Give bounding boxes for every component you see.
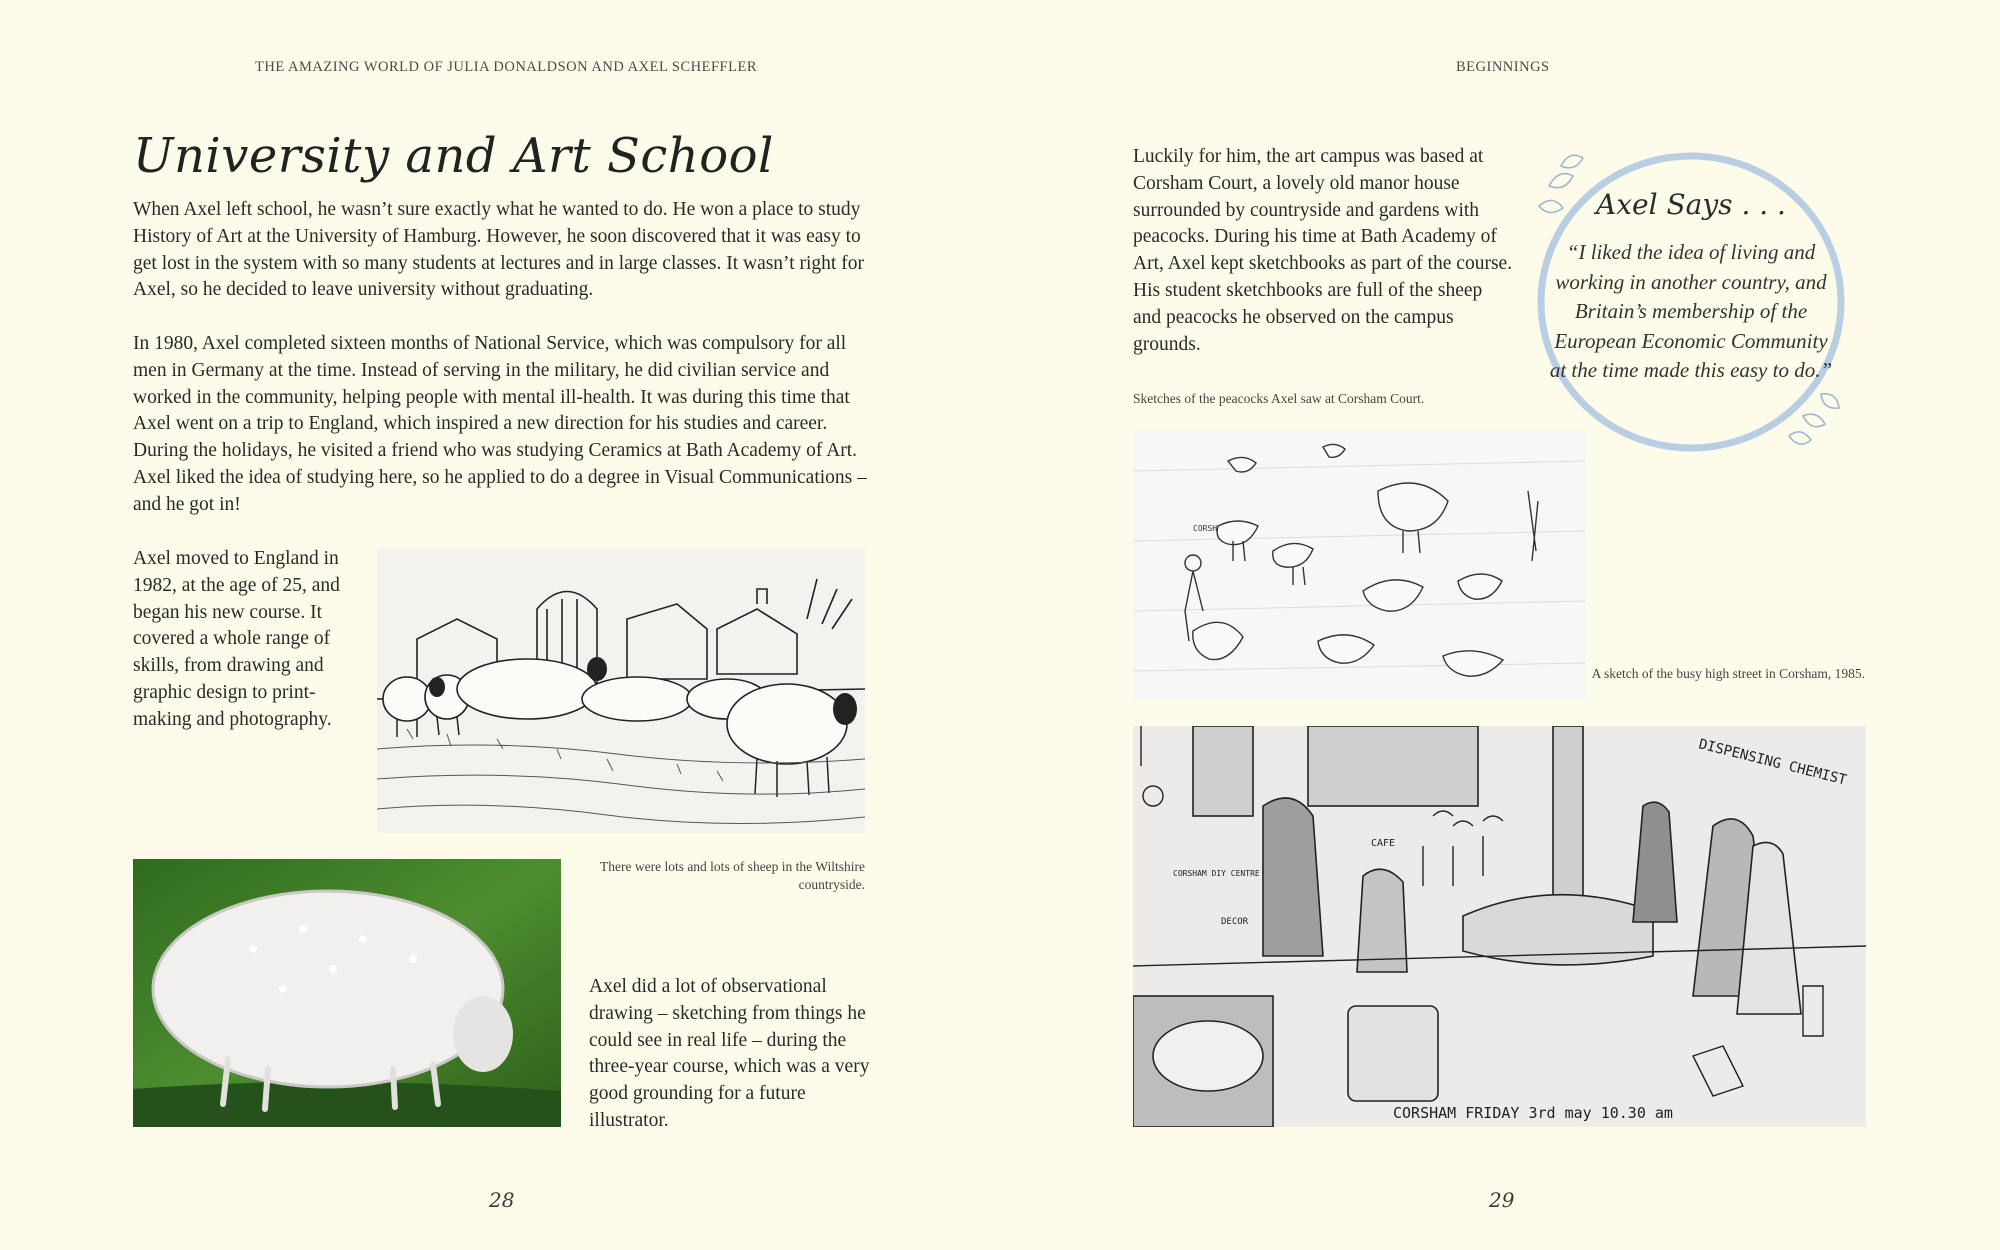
sketch-label-decor: DECOR xyxy=(1221,917,1249,927)
paragraph-national-service: In 1980, Axel completed sixteen months of National Service, which was compulsory for all men in Germany at the time. Instead of serving in the military, he did civilian service and worked in the community, helping people with mental ill-health. It was during this time that Axel went on a trip to England, which inspired a new direction for his studies and career. During the holidays, he visited a friend who was studying Ceramics at Bath Academy of Art. Axel liked the idea of studying here, so he applied to do a degree in Visual Communications – and he got in! xyxy=(133,333,867,515)
sketch-label-date: CORSHAM FRIDAY 3rd may 10.30 am xyxy=(1393,1104,1673,1122)
sketch-label-corsham: CORSH xyxy=(1193,524,1218,533)
page-heading: University and Art School xyxy=(133,128,774,184)
page-number: 28 xyxy=(489,1188,515,1212)
paragraph-observational-drawing: Axel did a lot of observational drawing – sketching from things he could see in real life – during the three-year course, which was a very good grounding for a future illustrator. xyxy=(589,976,870,1131)
quote-text: “I liked the idea of living and working in another country, and Britain’s membership of the European Economic Community at the time made this easy to do.” xyxy=(1549,240,1833,383)
sheep-painting xyxy=(133,859,561,1127)
paragraph-school: When Axel left school, he wasn’t sure exactly what he wanted to do. He won a place to study History of Art at the University of Hamburg. However, he soon discovered that it was easy to get lost in the system with so many students at lectures and in large classes. It wasn’t right for Axel, so he decided to leave university without graduating. xyxy=(133,199,864,301)
running-head: BEGINNINGS xyxy=(1456,59,1550,75)
sketch-label-cafe: CAFE xyxy=(1371,838,1396,849)
paragraph-corsham-court: Luckily for him, the art campus was based at Corsham Court, a lovely old manor house surrounded by countryside and gardens with peacocks. During his time at Bath Academy of Art, Axel kept sketchbooks as part of the course. His student sketchbooks are full of the sheep and peacocks he observed on the campus grounds. xyxy=(1133,146,1513,355)
right-page xyxy=(1000,0,2000,1250)
paragraph-move-england: Axel moved to England in 1982, at the age of 25, and began his new course. It covered a whole range of skills, from drawing and graphic design to print-making and photography. xyxy=(133,548,340,730)
caption-peacocks: Sketches of the peacocks Axel saw at Corsham Court. xyxy=(1133,391,1425,406)
axel-says-quote-box xyxy=(1531,146,1851,458)
high-street-sketch xyxy=(1133,726,1866,1127)
quote-title: Axel Says . . . xyxy=(1596,188,1786,221)
farm-sheep-sketch xyxy=(377,549,865,833)
caption-high-street: A sketch of the busy high street in Corsham, 1985. xyxy=(1591,666,1865,681)
running-head: THE AMAZING WORLD OF JULIA DONALDSON AND AXEL SCHEFFLER xyxy=(255,59,757,75)
caption-sheep: There were lots and lots of sheep in the Wiltshire countryside. xyxy=(599,859,865,892)
peacock-sketches xyxy=(1133,431,1586,699)
sketch-label-chemist: DISPENSING CHEMIST xyxy=(1697,736,1849,789)
sketch-label-diy: CORSHAM DIY CENTRE xyxy=(1173,869,1260,878)
page-number: 29 xyxy=(1489,1188,1515,1212)
